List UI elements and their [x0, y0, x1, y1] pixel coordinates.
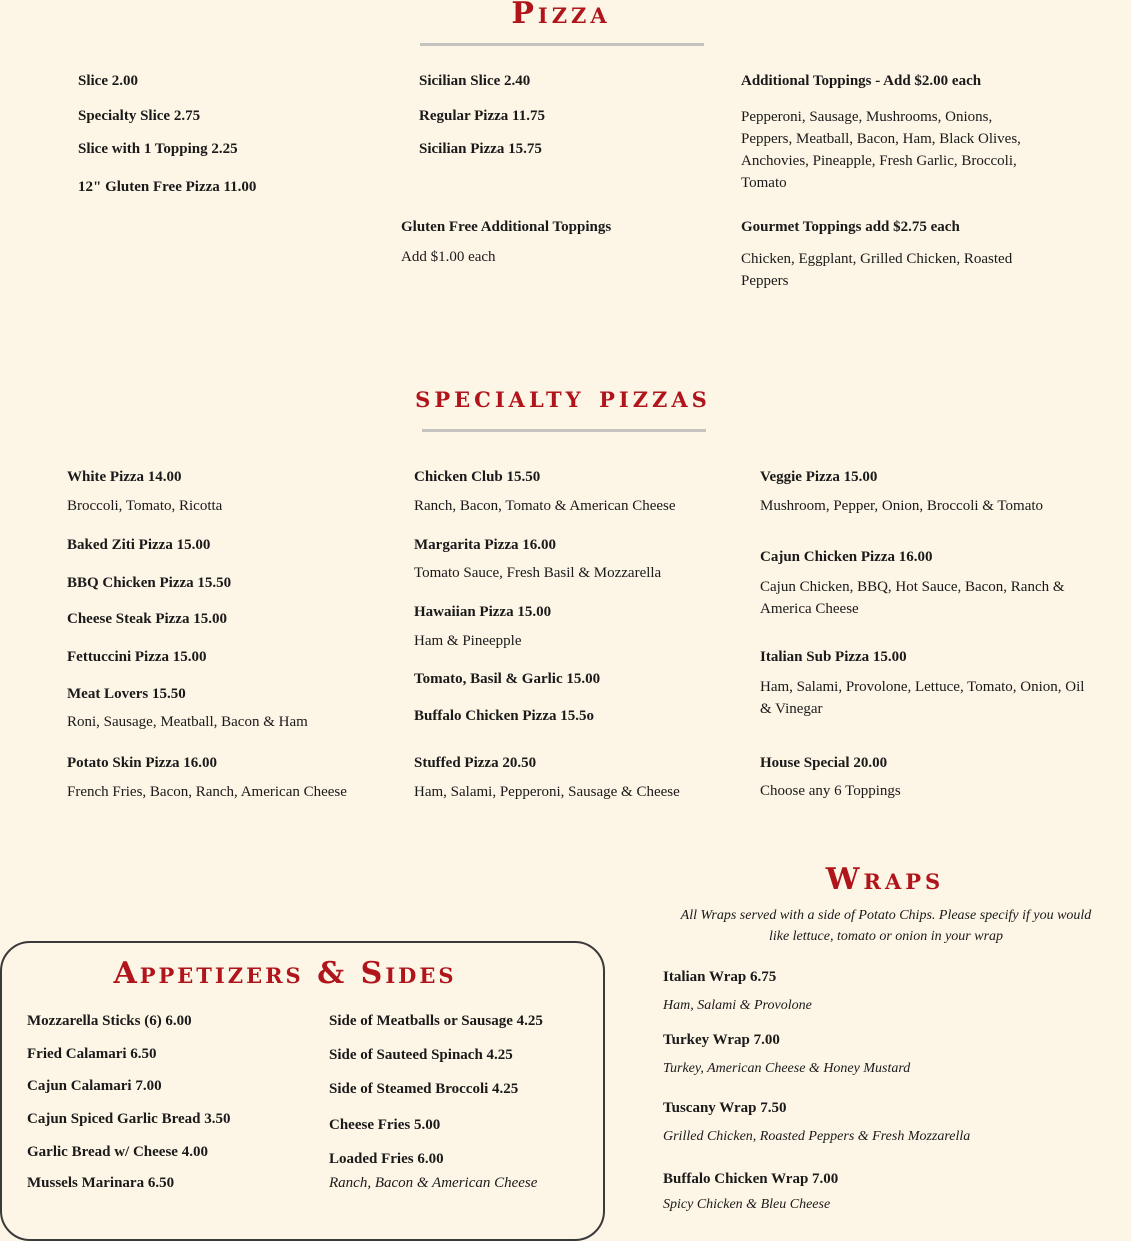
gluten-free-toppings-note: Add $1.00 each [401, 249, 496, 265]
gourmet-toppings-title: Gourmet Toppings add $2.75 each [741, 219, 960, 235]
wrap-item-desc: Turkey, American Cheese & Honey Mustard [663, 1061, 911, 1076]
wrap-item-desc: Ham, Salami & Provolone [663, 998, 812, 1013]
appetizer-item: Mussels Marinara 6.50 [27, 1175, 175, 1191]
specialty-item-name: White Pizza 14.00 [67, 469, 182, 485]
appetizer-item: Cajun Calamari 7.00 [27, 1078, 162, 1094]
specialty-item-name: Fettuccini Pizza 15.00 [67, 649, 207, 665]
specialty-item-name: Stuffed Pizza 20.50 [414, 755, 537, 771]
wrap-item-name: Buffalo Chicken Wrap 7.00 [663, 1171, 839, 1187]
specialty-item-desc: Roni, Sausage, Meatball, Bacon & Ham [67, 714, 308, 730]
specialty-item-desc: Ranch, Bacon, Tomato & American Cheese [414, 498, 676, 514]
menu-item: Slice 2.00 [78, 73, 138, 89]
appetizer-item: Garlic Bread w/ Cheese 4.00 [27, 1144, 208, 1160]
specialty-item-name: BBQ Chicken Pizza 15.50 [67, 575, 232, 591]
specialty-item-desc: Cajun Chicken, BBQ, Hot Sauce, Bacon, Ranch & America Cheese [760, 579, 1065, 617]
gluten-free-toppings-title: Gluten Free Additional Toppings [401, 219, 612, 235]
menu-item: Sicilian Pizza 15.75 [419, 141, 542, 157]
specialty-item-name: House Special 20.00 [760, 755, 888, 771]
wraps-note: All Wraps served with a side of Potato Chips. Please specify if you would like lettuce, tomato or onion in your wrap [680, 908, 1092, 944]
appetizers-heading: Appetizers & Sides [113, 956, 457, 991]
specialty-item-name: Tomato, Basil & Garlic 15.00 [414, 671, 601, 687]
specialty-item-name: Hawaiian Pizza 15.00 [414, 604, 552, 620]
specialty-item-name: Veggie Pizza 15.00 [760, 469, 878, 485]
specialty-item-desc: Broccoli, Tomato, Ricotta [67, 498, 223, 514]
additional-toppings-title: Additional Toppings - Add $2.00 each [741, 73, 982, 89]
specialty-heading-rule [422, 429, 706, 432]
specialty-heading: specialty pizzas [415, 380, 711, 415]
specialty-item-name: Margarita Pizza 16.00 [414, 537, 557, 553]
wraps-heading: Wraps [825, 862, 945, 897]
specialty-item-desc: French Fries, Bacon, Ranch, American Cheese [67, 784, 347, 800]
pizza-heading-rule [420, 43, 704, 46]
appetizer-item: Fried Calamari 6.50 [27, 1046, 157, 1062]
menu-item: 12" Gluten Free Pizza 11.00 [78, 179, 257, 195]
appetizer-item: Cajun Spiced Garlic Bread 3.50 [27, 1111, 231, 1127]
wrap-item-name: Italian Wrap 6.75 [663, 969, 777, 985]
specialty-item-name: Italian Sub Pizza 15.00 [760, 649, 907, 665]
specialty-item-name: Cajun Chicken Pizza 16.00 [760, 549, 933, 565]
additional-toppings-list: Pepperoni, Sausage, Mushrooms, Onions, Peppers, Meatball, Bacon, Ham, Black Olives, Anchovies, Pineapple, Fresh Garlic, Broccoli, Tomato [741, 109, 1021, 191]
specialty-item-desc: Mushroom, Pepper, Onion, Broccoli & Tomato [760, 498, 1044, 514]
menu-item: Sicilian Slice 2.40 [419, 73, 531, 89]
side-item: Side of Steamed Broccoli 4.25 [329, 1081, 519, 1097]
menu-item: Slice with 1 Topping 2.25 [78, 141, 238, 157]
specialty-item-name: Baked Ziti Pizza 15.00 [67, 537, 211, 553]
specialty-item-name: Chicken Club 15.50 [414, 469, 541, 485]
specialty-item-desc: Choose any 6 Toppings [760, 783, 901, 799]
wrap-item-name: Tuscany Wrap 7.50 [663, 1100, 787, 1116]
specialty-item-name: Potato Skin Pizza 16.00 [67, 755, 217, 771]
menu-item: Specialty Slice 2.75 [78, 108, 201, 124]
specialty-item-desc: Ham & Pineepple [414, 633, 522, 649]
specialty-item-desc: Ham, Salami, Provolone, Lettuce, Tomato, Onion, Oil & Vinegar [760, 679, 1085, 717]
specialty-item-name: Cheese Steak Pizza 15.00 [67, 611, 227, 627]
pizza-heading: Pizza [511, 0, 611, 31]
specialty-item-desc: Ham, Salami, Pepperoni, Sausage & Cheese [414, 784, 680, 800]
appetizer-item: Mozzarella Sticks (6) 6.00 [27, 1013, 192, 1029]
side-item-desc: Ranch, Bacon & American Cheese [329, 1175, 538, 1191]
side-item: Cheese Fries 5.00 [329, 1117, 441, 1133]
specialty-item-desc: Tomato Sauce, Fresh Basil & Mozzarella [414, 565, 662, 581]
menu-item: Regular Pizza 11.75 [419, 108, 545, 124]
specialty-item-name: Meat Lovers 15.50 [67, 686, 186, 702]
side-item: Side of Sauteed Spinach 4.25 [329, 1047, 513, 1063]
wrap-item-name: Turkey Wrap 7.00 [663, 1032, 780, 1048]
side-item: Loaded Fries 6.00 [329, 1151, 444, 1167]
wrap-item-desc: Spicy Chicken & Bleu Cheese [663, 1197, 831, 1212]
wrap-item-desc: Grilled Chicken, Roasted Peppers & Fresh Mozzarella [663, 1129, 971, 1144]
side-item: Side of Meatballs or Sausage 4.25 [329, 1013, 543, 1029]
gourmet-toppings-list: Chicken, Eggplant, Grilled Chicken, Roasted Peppers [741, 251, 1013, 289]
specialty-item-name: Buffalo Chicken Pizza 15.5o [414, 708, 594, 724]
